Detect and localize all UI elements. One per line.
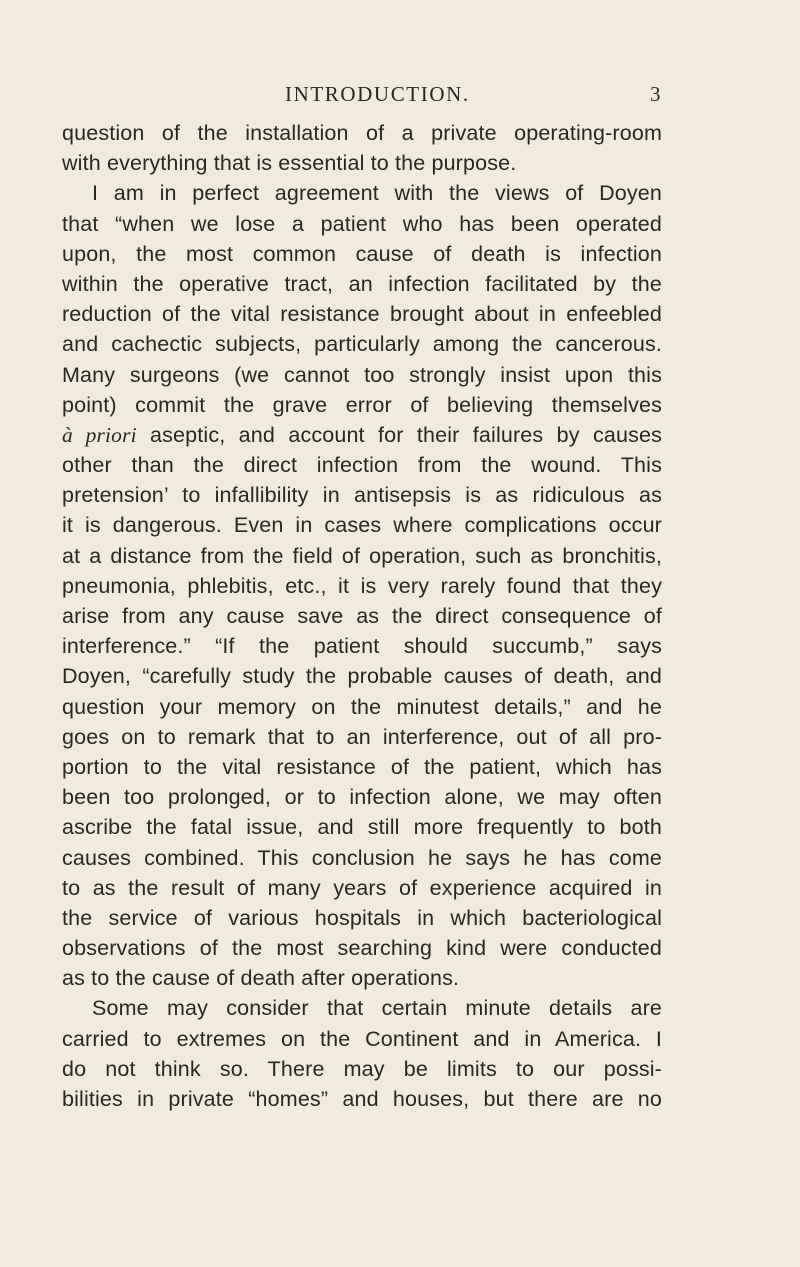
text-line: question of the installation of a private operating-room <box>62 121 662 145</box>
text-line: within the operative tract, an infection facilitated by the <box>62 271 662 296</box>
text-line: point) commit the grave error of believing themselves <box>62 392 662 417</box>
text-line: ascribe the fatal issue, and still more frequently to both <box>62 815 662 840</box>
text-line: Many surgeons (we cannot too strongly insist upon this <box>62 362 662 387</box>
text-line: carried to extremes on the Continent and in America. I <box>62 1026 662 1051</box>
text-line: observations of the most searching kind were conducted <box>62 936 662 961</box>
text-line: been too prolonged, or to infection alone, we may often <box>62 785 662 810</box>
text-line: Doyen, “carefully study the probable causes of death, and <box>62 664 662 689</box>
text-line: interference.” “If the patient should succumb,” says <box>62 634 662 659</box>
text-line: arise from any cause save as the direct consequence of <box>62 604 662 628</box>
text-line: pretension’ to infallibility in antisepsis is as ridiculous as <box>62 483 662 508</box>
text-line: I am in perfect agreement with the views of Doyen <box>92 181 662 206</box>
page-number: 3 <box>650 82 661 106</box>
text-line: that “when we lose a patient who has been operated <box>62 211 662 236</box>
text-line: the service of various hospitals in which bacteriological <box>62 905 662 930</box>
line-text: aseptic, and account for their failures by causes <box>136 422 662 447</box>
chapter-title: INTRODUCTION. <box>285 82 470 106</box>
text-line: goes on to remark that to an interference, out of all pro- <box>62 724 662 749</box>
text-line: bilities in private “homes” and houses, but there are no <box>62 1087 662 1111</box>
body-text <box>62 118 662 1114</box>
text-line: other than the direct infection from the wound. This <box>62 453 662 478</box>
text-line: reduction of the vital resistance brought about in enfeebled <box>62 302 662 327</box>
text-line: to as the result of many years of experience acquired in <box>62 875 662 900</box>
text-line <box>62 420 662 450</box>
text-line: Some may consider that certain minute details are <box>92 996 662 1021</box>
text-line: question your memory on the minutest details,” and he <box>62 694 662 719</box>
text-line: as to the cause of death after operations. <box>62 966 460 991</box>
text-line: upon, the most common cause of death is infection <box>62 241 662 266</box>
text-line: with everything that is essential to the purpose. <box>62 151 517 176</box>
text-line: it is dangerous. Even in cases where complications occur <box>62 513 662 538</box>
text-line: do not think so. There may be limits to our possi- <box>62 1056 662 1081</box>
text-line: portion to the vital resistance of the patient, which has <box>62 754 662 779</box>
text-line: pneumonia, phlebitis, etc., it is very rarely found that they <box>62 573 662 598</box>
italic-phrase: à priori <box>62 422 137 447</box>
running-head <box>0 82 800 112</box>
text-line: and cachectic subjects, particularly among the cancerous. <box>62 332 662 357</box>
text-line: at a distance from the field of operation, such as bronchitis, <box>62 543 662 568</box>
text-line: causes combined. This conclusion he says he has come <box>62 845 662 870</box>
